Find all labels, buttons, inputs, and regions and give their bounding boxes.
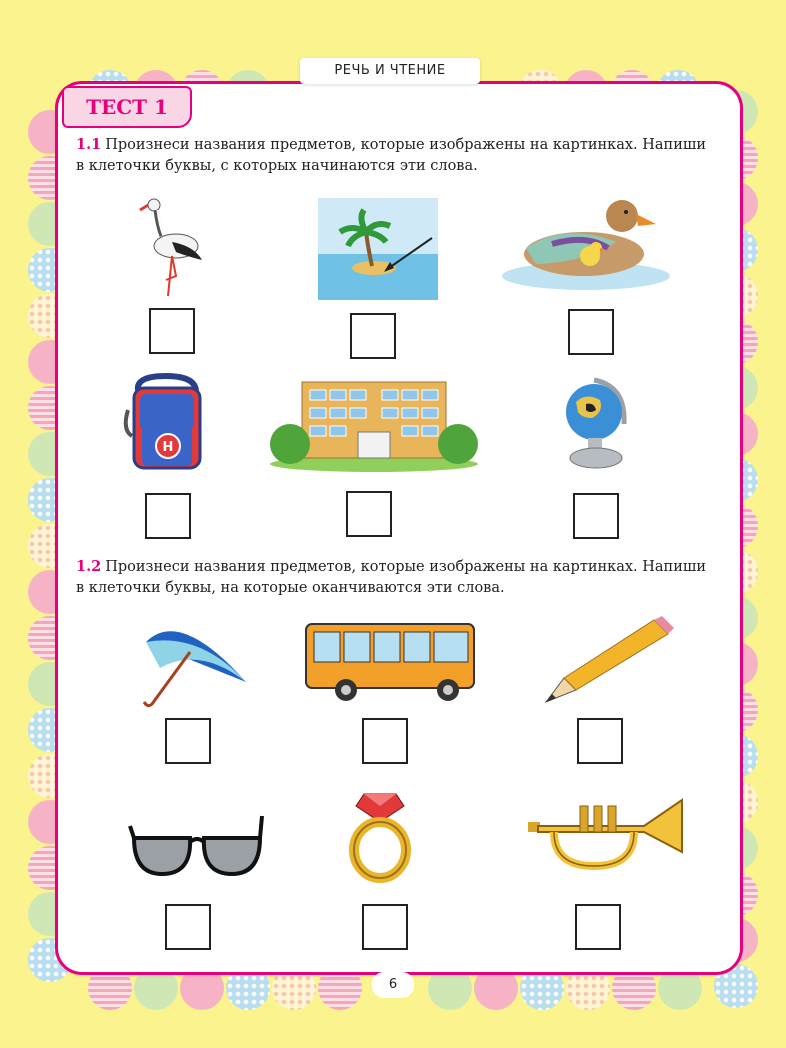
answer-box-bus[interactable] [362, 718, 408, 764]
bus-picture [304, 620, 476, 704]
glasses-picture [128, 812, 266, 878]
test-label: ТЕСТ 1 [62, 86, 192, 128]
page-number: 6 [372, 972, 414, 998]
globe-picture [556, 372, 636, 472]
answer-box-glasses[interactable] [165, 904, 211, 950]
task-2-instructions [76, 556, 736, 599]
answer-box-duck[interactable] [568, 309, 614, 355]
task-1-number: 1.1 [76, 136, 102, 153]
task-2-number: 1.2 [76, 558, 102, 575]
answer-box-trumpet[interactable] [575, 904, 621, 950]
answer-box-stork[interactable] [149, 308, 195, 354]
task-1-line-2: в клеточки буквы, с которых начинаются эти слова. [76, 158, 478, 174]
answer-box-ring[interactable] [362, 904, 408, 950]
task-1-instructions [76, 134, 736, 177]
task-2-line-2: в клеточки буквы, на которые оканчиваются эти слова. [76, 580, 505, 596]
answer-box-island[interactable] [350, 313, 396, 359]
stork-picture [136, 196, 206, 300]
umbrella-picture [140, 612, 252, 708]
answer-box-backpack[interactable] [145, 493, 191, 539]
section-title: РЕЧЬ И ЧТЕНИЕ [300, 58, 480, 84]
answer-box-pencil[interactable] [577, 718, 623, 764]
island-picture [318, 198, 438, 300]
svg-text:H: H [162, 440, 174, 455]
answer-box-globe[interactable] [573, 493, 619, 539]
task-2-line-1: Произнеси названия предметов, которые изображены на картинках. Напиши [105, 559, 707, 575]
school-picture [268, 378, 480, 472]
duck-picture [496, 192, 672, 292]
backpack-picture [120, 370, 212, 474]
task-1-line-1: Произнеси названия предметов, которые изображены на картинках. Напиши [105, 137, 707, 153]
trumpet-picture [524, 792, 688, 878]
pencil-picture [542, 614, 678, 706]
answer-box-umbrella[interactable] [165, 718, 211, 764]
answer-box-school[interactable] [346, 491, 392, 537]
ring-picture [348, 784, 412, 884]
